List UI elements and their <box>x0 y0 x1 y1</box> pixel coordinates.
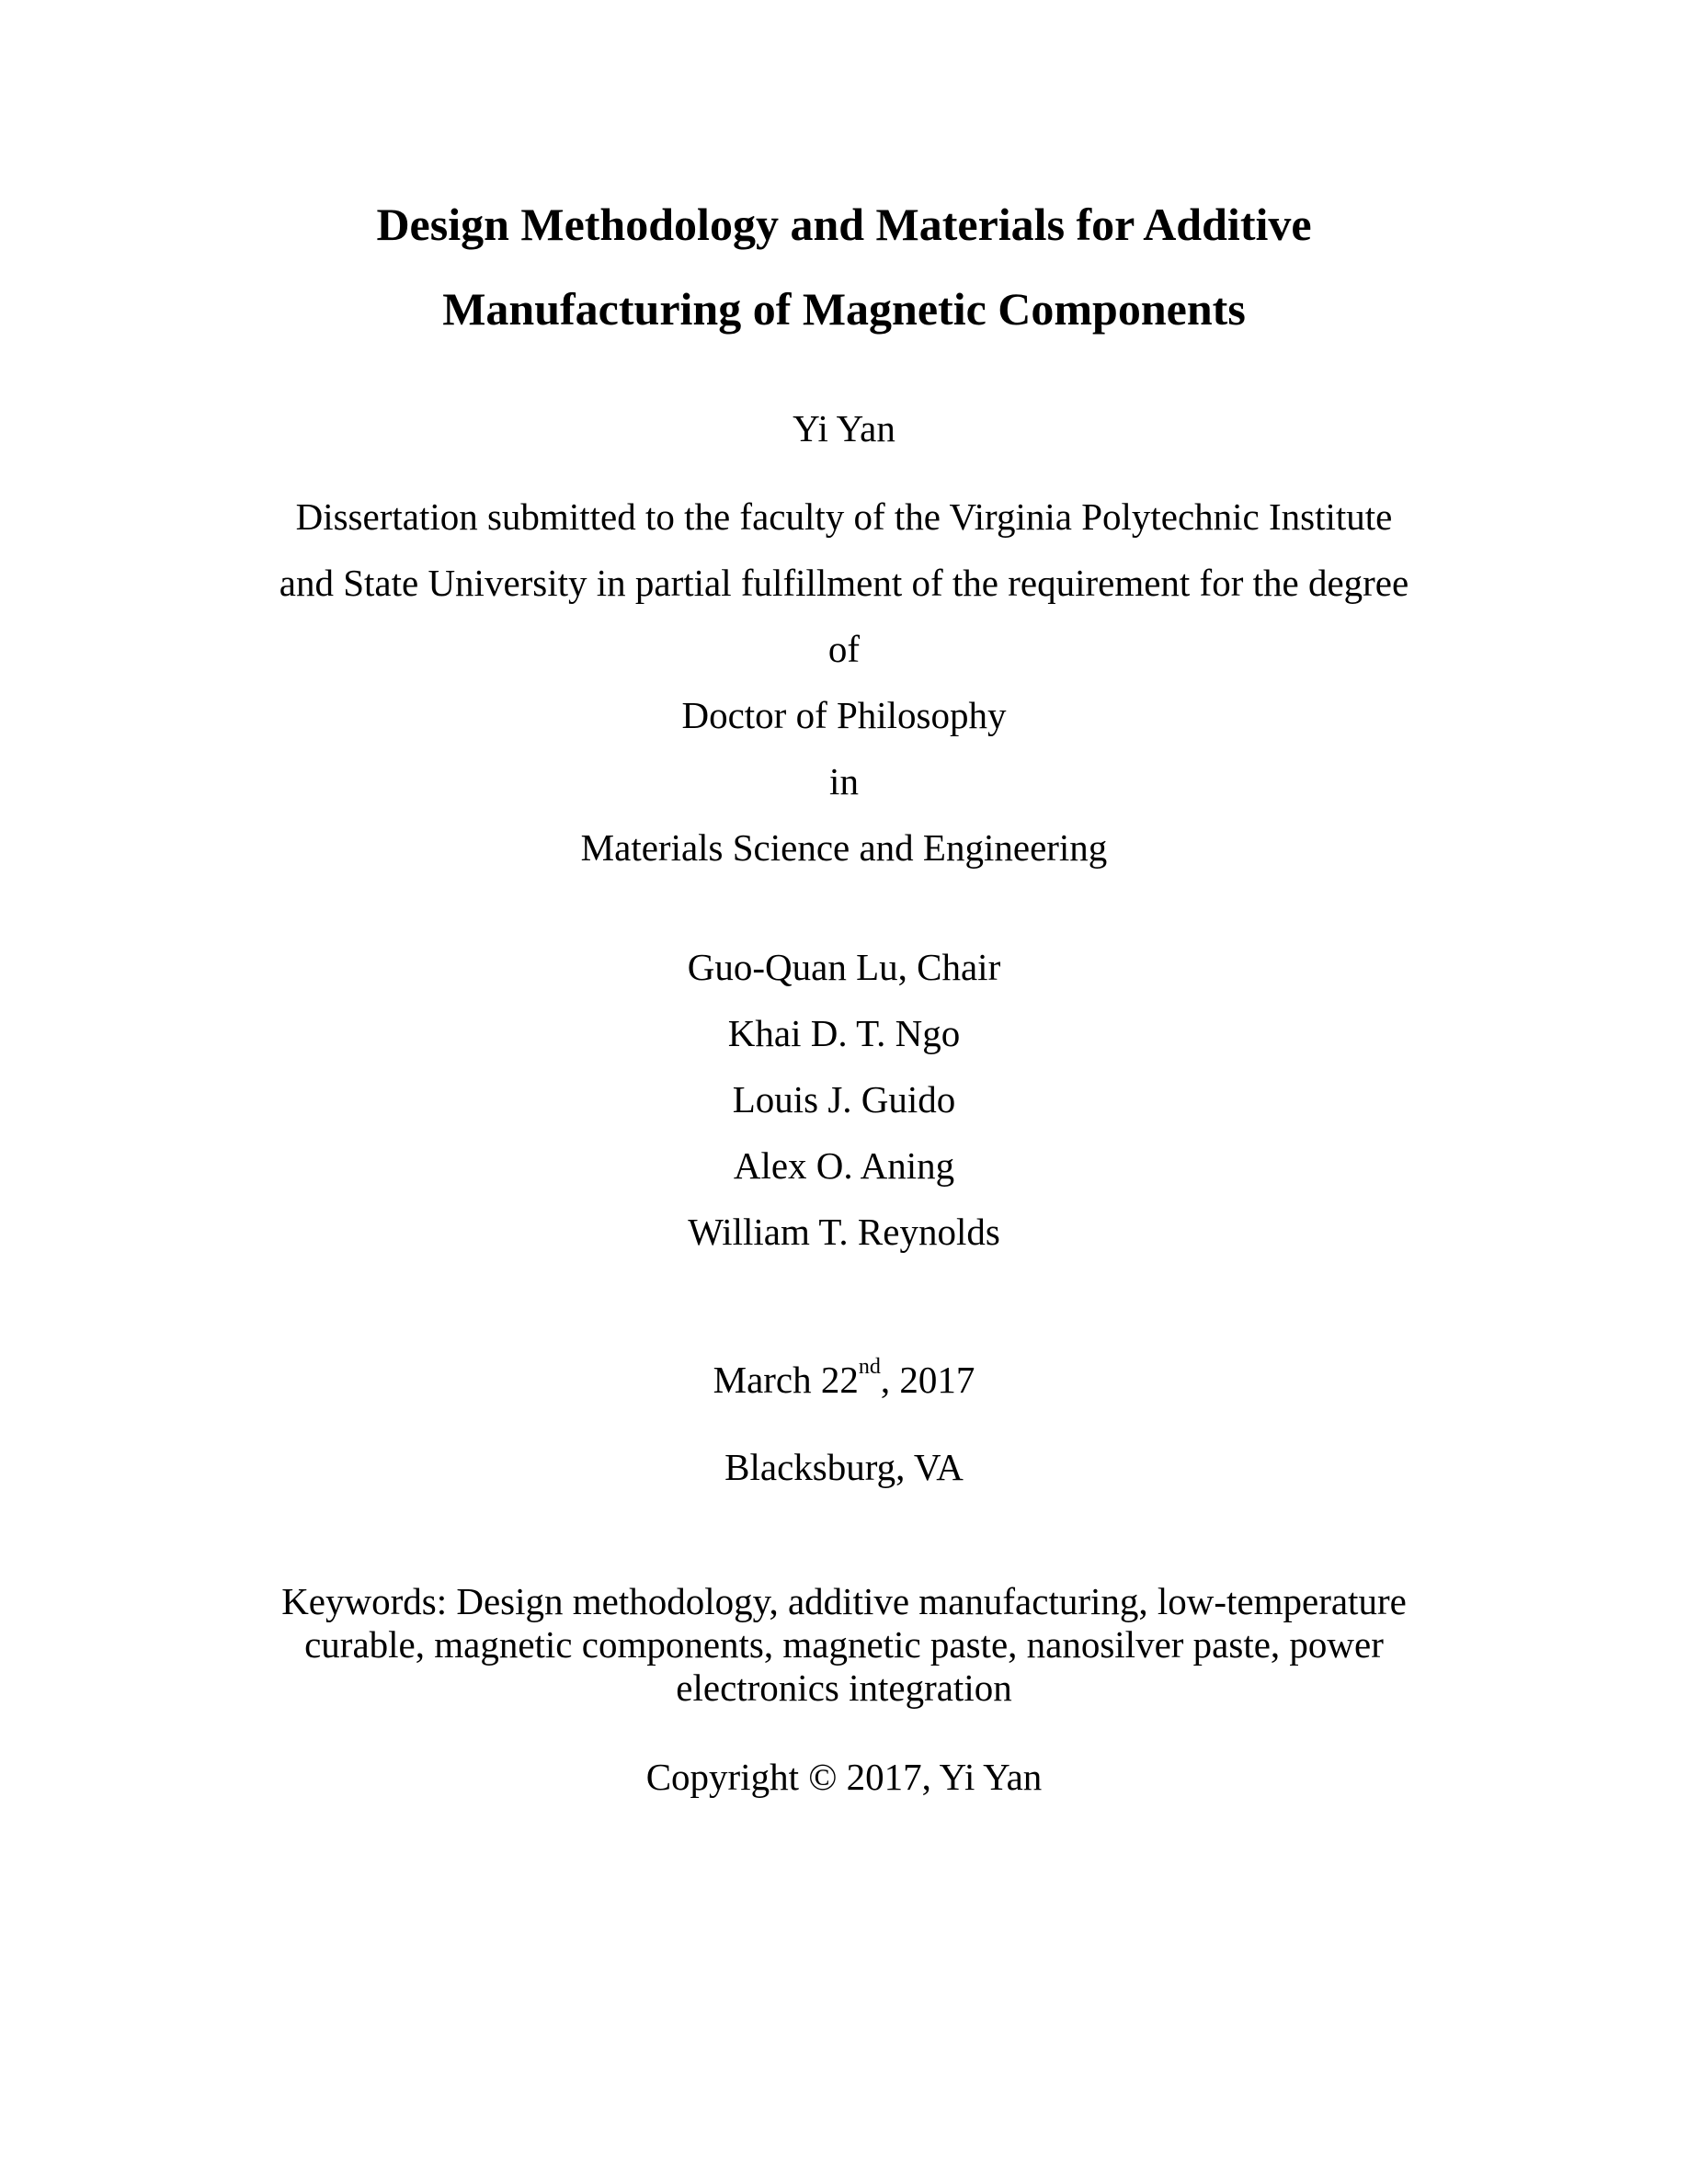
degree-name: Doctor of Philosophy <box>681 694 1007 736</box>
location: Blacksburg, VA <box>724 1446 964 1488</box>
date-month-day: March 22 <box>713 1359 859 1401</box>
committee-member: Guo-Quan Lu, Chair <box>687 946 1001 988</box>
degree-field: Materials Science and Engineering <box>580 826 1108 869</box>
date-ordinal-suffix: nd <box>858 1355 881 1380</box>
submission-date <box>0 1357 1688 1403</box>
committee-member: Alex O. Aning <box>733 1144 955 1187</box>
keywords-line-2: curable, magnetic components, magnetic paste, nanosilver paste, power <box>304 1623 1384 1666</box>
title-line-2: Manufacturing of Magnetic Components <box>442 283 1246 335</box>
keywords-block <box>0 1580 1688 1710</box>
committee-list <box>0 934 1688 1265</box>
author-name: Yi Yan <box>793 407 895 449</box>
degree-in: in <box>829 760 859 802</box>
keywords-line-1: Keywords: Design methodology, additive manufacturing, low-temperature <box>281 1580 1407 1622</box>
date-year: , 2017 <box>880 1359 975 1401</box>
committee-member: Khai D. T. Ngo <box>727 1012 961 1054</box>
title-line-1: Design Methodology and Materials for Additive <box>376 199 1312 250</box>
submission-line-2: and State University in partial fulfillment of the requirement for the degree <box>279 562 1409 604</box>
submission-line-3: of <box>827 628 861 670</box>
copyright-notice: Copyright © 2017, Yi Yan <box>645 1756 1043 1798</box>
submission-line-1: Dissertation submitted to the faculty of the Virginia Polytechnic Institute <box>295 495 1393 538</box>
keywords-line-3: electronics integration <box>676 1666 1012 1709</box>
committee-member: Louis J. Guido <box>732 1078 956 1120</box>
committee-member: William T. Reynolds <box>688 1211 1000 1253</box>
